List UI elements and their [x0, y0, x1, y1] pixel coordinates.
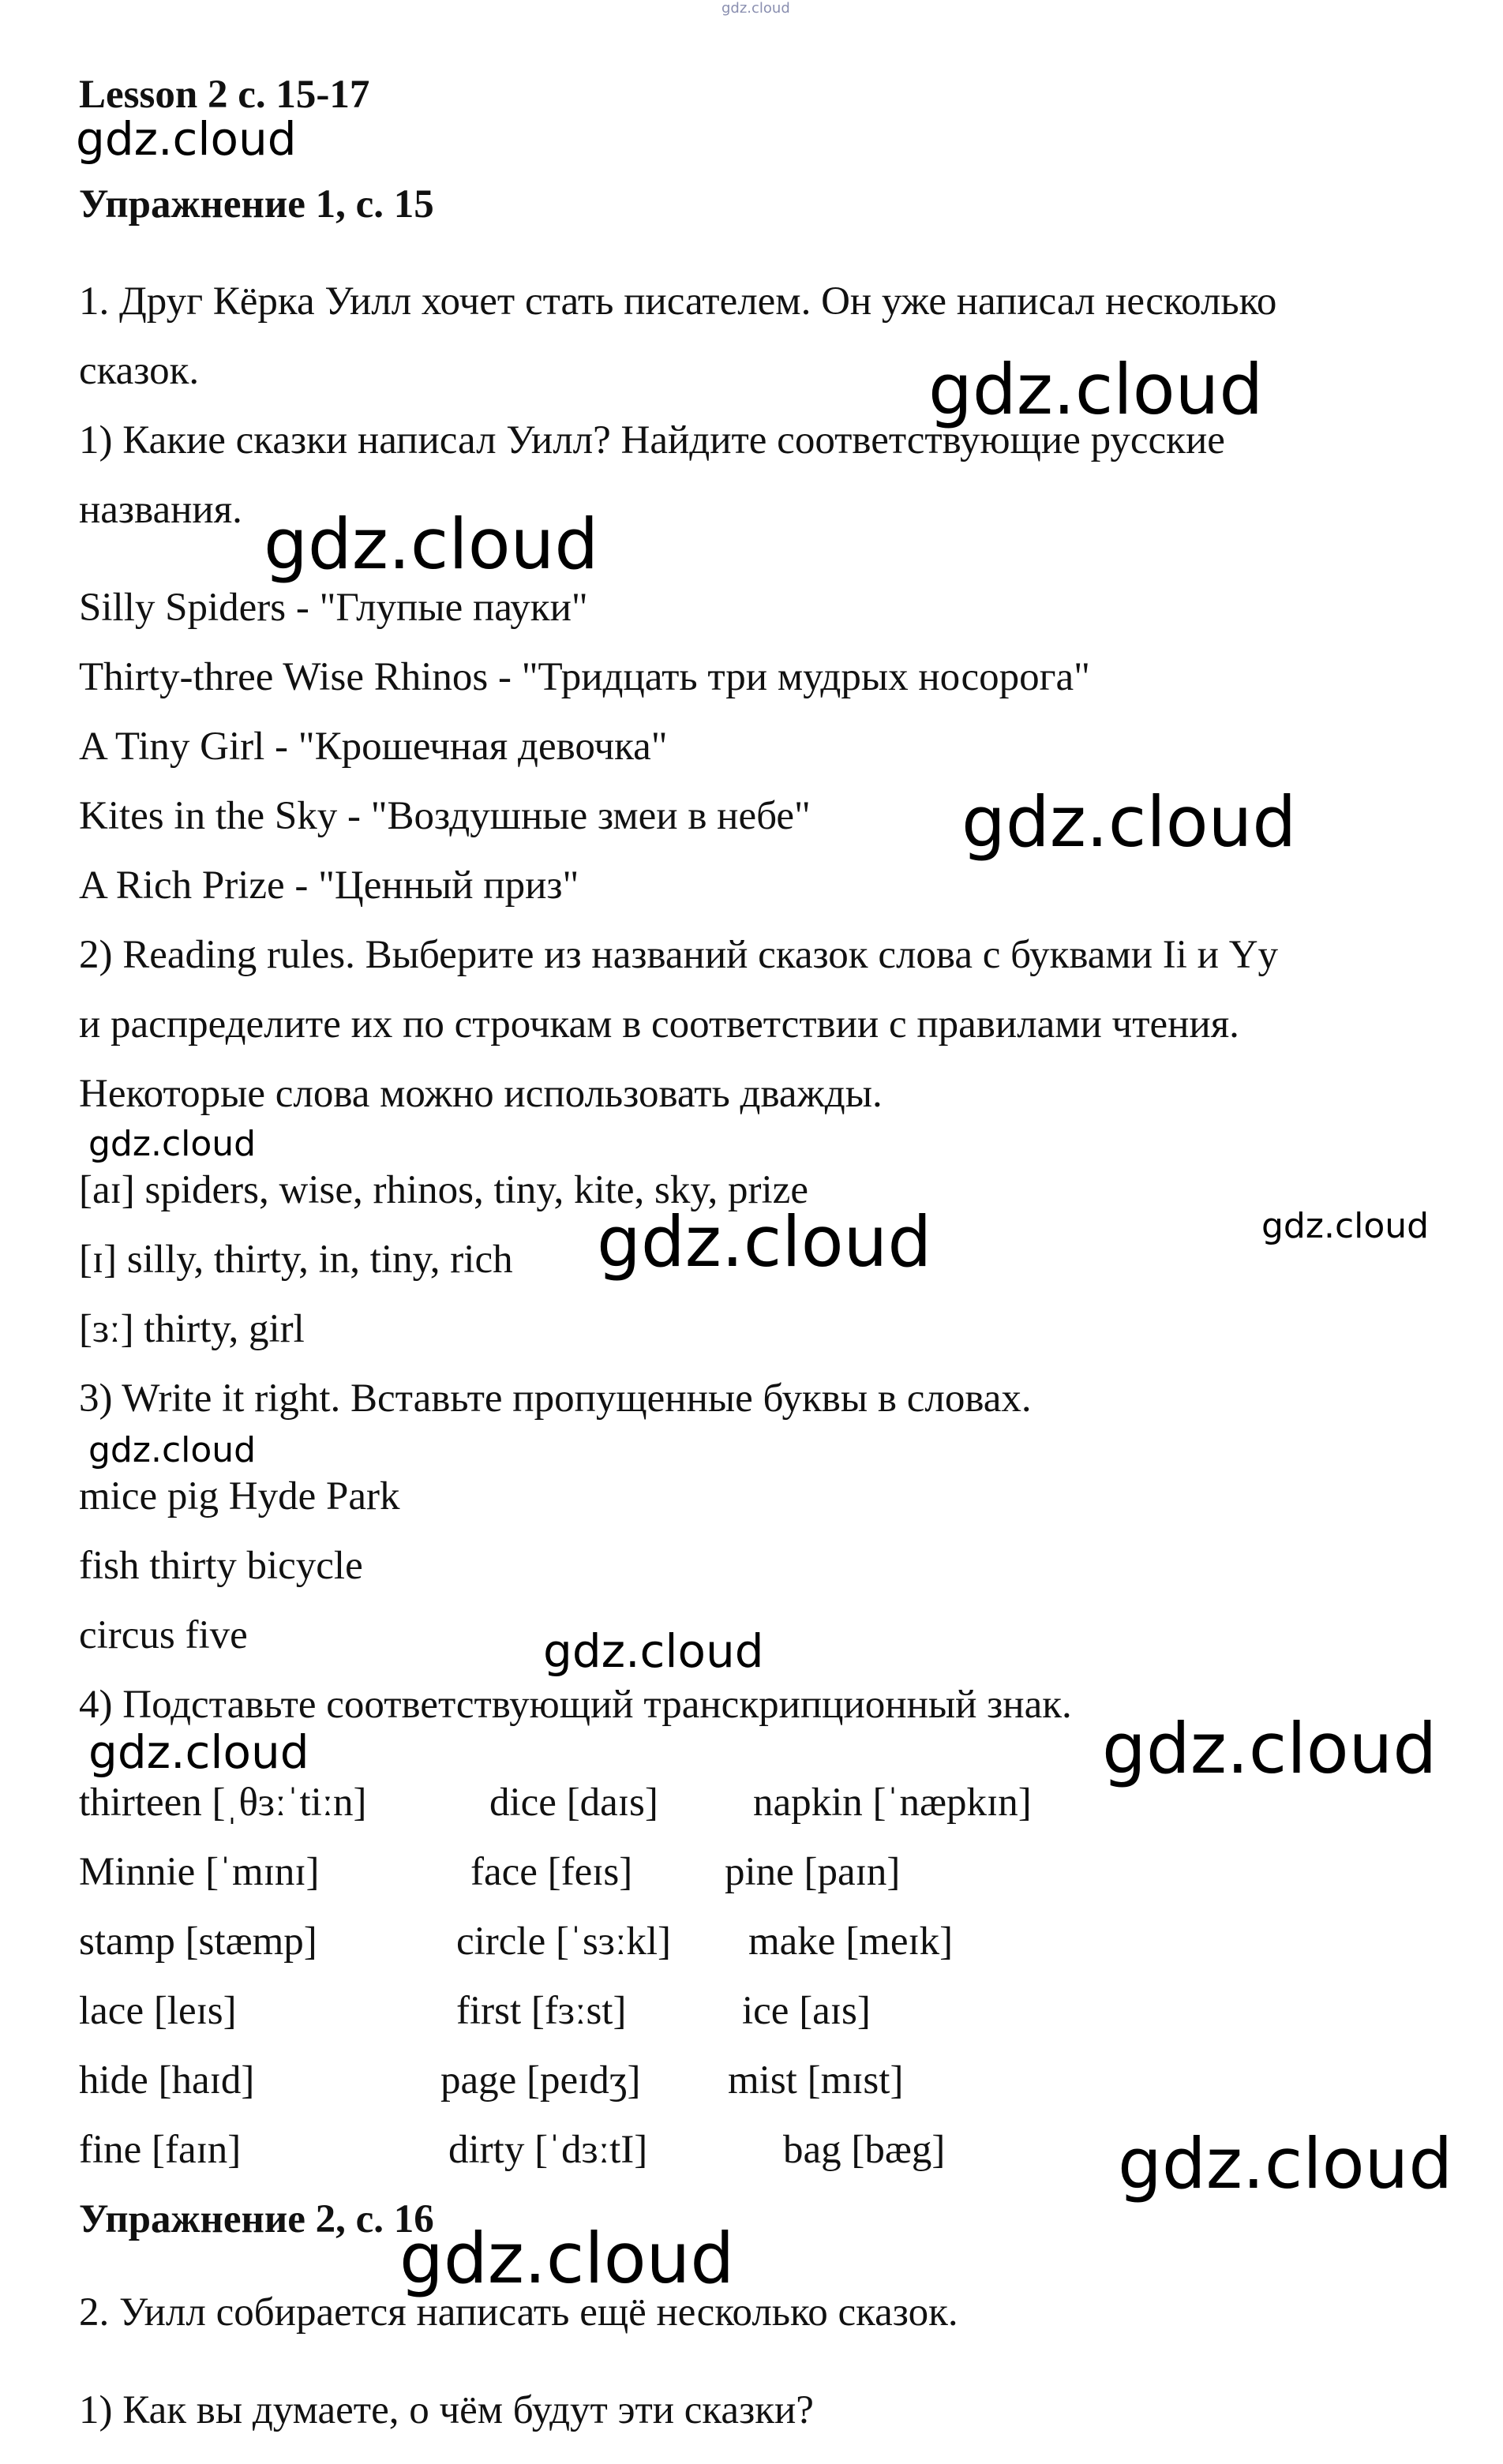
question-2-line1: 2) Reading rules. Выберите из названий сказок слова с буквами Ii и Yy [79, 933, 1279, 977]
rule-line: [ɪ] silly, thirty, in, tiny, rich [79, 1238, 513, 1282]
watermark: gdz.cloud [88, 1430, 257, 1470]
ex1-intro-line1: 1. Друг Кёрка Уилл хочет стать писателем. Он уже написал несколько [79, 279, 1277, 324]
watermark: gdz.cloud [76, 112, 297, 166]
write-row: mice pig Hyde Park [79, 1474, 400, 1518]
transcription-cell: pine [paɪn] [725, 1850, 901, 1894]
transcription-cell: mist [mɪst] [728, 2058, 904, 2103]
transcription-cell: napkin [ˈnæpkɪn] [753, 1781, 1032, 1825]
transcription-cell: thirteen [ˌθɜːˈtiːn] [79, 1781, 367, 1825]
exercise-1-heading: Упражнение 1, с. 15 [79, 182, 434, 227]
transcription-cell: hide [haɪd] [79, 2058, 255, 2103]
transcription-cell: ice [aɪs] [742, 1989, 871, 2033]
question-4-line: 4) Подставьте соответствующий транскрипционный знак. [79, 1683, 1072, 1727]
watermark: gdz.cloud [1102, 1708, 1437, 1789]
watermark: gdz.cloud [399, 2218, 735, 2299]
transcription-cell: Minnie [ˈmɪnɪ] [79, 1850, 320, 1894]
transcription-cell: circle [ˈsɜːkl] [456, 1919, 672, 1964]
write-row: fish thirty bicycle [79, 1544, 363, 1588]
transcription-cell: stamp [stæmp] [79, 1919, 317, 1964]
tale-item: Silly Spiders - "Глупые пауки" [79, 586, 588, 630]
transcription-cell: dirty [ˈdɜːtI] [448, 2128, 648, 2172]
exercise-2-heading: Упражнение 2, с. 16 [79, 2197, 434, 2241]
watermark: gdz.cloud [264, 504, 599, 585]
transcription-cell: bag [bæg] [783, 2128, 946, 2172]
watermark: gdz.cloud [543, 1624, 764, 1678]
watermark: gdz.cloud [88, 1124, 257, 1164]
ex1-intro-line2: сказок. [79, 349, 200, 393]
question-2-line3: Некоторые слова можно использовать дважды. [79, 1072, 883, 1116]
rule-line: [aɪ] spiders, wise, rhinos, tiny, kite, sky, prize [79, 1168, 808, 1212]
question-2-line2: и распределите их по строчкам в соответствии с правилами чтения. [79, 1002, 1239, 1047]
watermark: gdz.cloud [928, 349, 1264, 430]
tale-item: A Rich Prize - "Ценный приз" [79, 863, 579, 908]
write-row: circus five [79, 1613, 248, 1657]
transcription-cell: face [feɪs] [470, 1850, 633, 1894]
transcription-cell: fine [faɪn] [79, 2128, 242, 2172]
lesson-title: Lesson 2 с. 15-17 [79, 73, 370, 117]
transcription-cell: make [meɪk] [748, 1919, 954, 1964]
transcription-cell: page [peɪdʒ] [440, 2058, 641, 2103]
question-1-line1: 1) Какие сказки написал Уилл? Найдите соответствующие русские [79, 418, 1225, 462]
rule-line: [ɜː] thirty, girl [79, 1307, 305, 1351]
question-3-line: 3) Write it right. Вставьте пропущенные буквы в словах. [79, 1376, 1032, 1421]
tale-item: A Tiny Girl - "Крошечная девочка" [79, 725, 668, 769]
transcription-cell: lace [leɪs] [79, 1989, 237, 2033]
transcription-cell: dice [daɪs] [489, 1781, 658, 1825]
ex2-question-1: 1) Как вы думаете, о чём будут эти сказки? [79, 2388, 814, 2432]
watermark: gdz.cloud [961, 781, 1297, 863]
tale-item: Thirty-three Wise Rhinos - "Тридцать три мудрых носорога" [79, 655, 1090, 699]
tale-item: Kites in the Sky - "Воздушные змеи в небе" [79, 794, 811, 838]
watermark: gdz.cloud [597, 1201, 932, 1283]
transcription-cell: first [fɜːst] [456, 1989, 627, 2033]
ex2-intro: 2. Уилл собирается написать ещё несколько сказок. [79, 2290, 958, 2335]
watermark: gdz.cloud [1261, 1206, 1430, 1246]
watermark: gdz.cloud [1118, 2123, 1453, 2204]
question-1-line2: названия. [79, 488, 242, 532]
watermark-top: gdz.cloud [722, 0, 790, 17]
watermark: gdz.cloud [88, 1725, 309, 1779]
